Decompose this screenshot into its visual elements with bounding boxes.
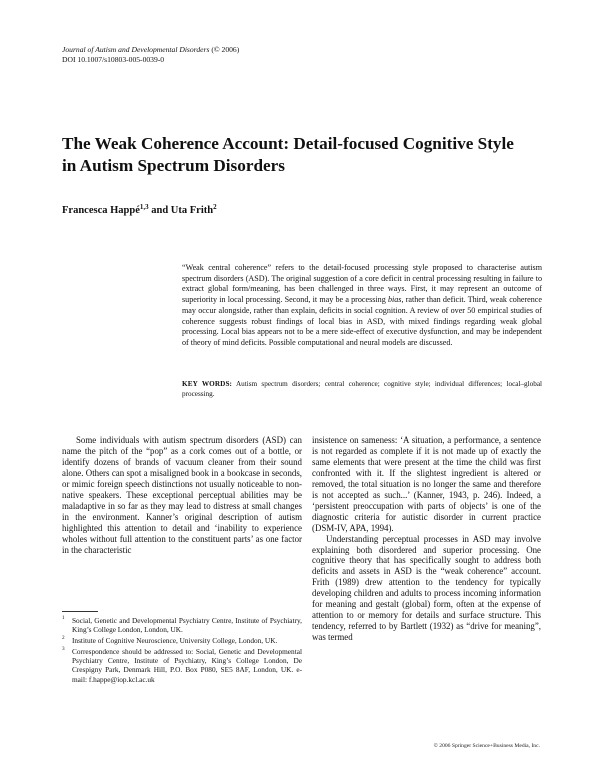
journal-year: (© 2006) [211, 45, 240, 54]
footnote-number: 2 [62, 635, 65, 642]
body-paragraph: Understanding perceptual processes in ASD may involve explaining both disordered and superior processing. One cognitive theory that has specifically sought to address both deficits and assets in ASD is the “weak coherence” account. Frith (1989) drew attention to the tendency for typically developing children and adults to process incoming information for meaning and gestalt (global) form, often at the expense of attention to or memory for details and surface structure. This tendency, referred to by Bartlett (1932) as “drive for meaning”, was termed [312, 533, 541, 643]
footnote-divider [62, 611, 98, 612]
author-2: and Uta Frith [148, 205, 214, 216]
footnote-number: 1 [62, 615, 65, 621]
footnote [62, 616, 302, 635]
keywords [182, 379, 542, 399]
footnote [62, 647, 302, 684]
abstract-text-1: “Weak central coherence” refers to the detail-focused processing style proposed to characterise autism spectrum disorders (ASD). The original suggestion of a core deficit in central processing resulting in failure to extract global form/meaning, has been challenged in three ways. First, it may represent an outcome of superiority in local processing. Second, it may be a processing [182, 263, 542, 305]
body-column-right [312, 435, 541, 643]
journal-citation [62, 45, 239, 55]
journal-name: Journal of Autism and Developmental Disorders [62, 45, 210, 54]
footnote-text: Institute of Cognitive Neuroscience, University College, London, UK. [72, 636, 278, 646]
abstract-emphasis: bias [387, 295, 402, 305]
title-line-1: The Weak Coherence Account: Detail-focused Cognitive Style [62, 134, 514, 153]
footnote-text: Correspondence should be addressed to: Social, Genetic and Developmental Psychiatry Centre, Institute of Psychiatry, King’s College London, De Crespigny Park, Denmark Hill, P.O. Box P080, SE5 8AF, London, UK. e-mail: f.happe@iop.kcl.ac.uk [72, 646, 302, 684]
abstract-text-2: , rather than deficit. Third, weak coherence may occur alongside, rather than explain, deficits in social cognition. A review of over 50 empirical studies of coherence suggests robust findings of local bias in ASD, with mixed findings regarding weak global processing. Local bias appears not to be a mere side-effect of executive dysfunction, and may be independent of theory of mind deficits. Possible computational and neural models are discussed. [182, 295, 542, 347]
abstract [182, 263, 542, 349]
doi: DOI 10.1007/s10803-005-0039-0 [62, 55, 165, 64]
keywords-text: Autism spectrum disorders; central coherence; cognitive style; individual differences; local–global processing. [182, 380, 543, 398]
article-title [62, 133, 562, 177]
body-paragraph: Some individuals with autism spectrum disorders (ASD) can name the pitch of the “pop” as a cork comes out of a bottle, or identify dozens of brands of vacuum cleaner from their sound alone. Others can spot a misaligned book in a bookcase in seconds, or mimic foreign speech distinctions not usually noticeable to non-native speakers. These exceptional perceptual abilities may be maladaptive in so far as they may lead to distress at small changes in the environment. Kanner’s original description of autism highlighted this attention to detail and ‘inability to experience wholes without full attention to the constituent parts’ as one factor in the characteristic [62, 435, 302, 555]
footnote [62, 636, 302, 645]
author-2-affiliation: 2 [213, 203, 217, 211]
footnote-number: 3 [62, 645, 65, 652]
author-1-affiliation: 1,3 [139, 203, 149, 211]
journal-header [62, 45, 239, 65]
body-paragraph: insistence on sameness: ‘A situation, a performance, a sentence is not regarded as complete if it is not made up of exactly the same elements that were present at the time the child was first confronted with it. If the slightest ingredient is altered or removed, the total situation is no longer the same and therefore is not accepted as such...’ (Kanner, 1943, p. 246). Indeed, a ‘persistent preoccupation with parts of objects’ is one of the diagnostic criteria for autistic disorder in current practice (DSM-IV, APA, 1994). [312, 435, 541, 533]
copyright: © 2006 Springer Science+Business Media, Inc. [433, 743, 540, 749]
author-1: Francesca Happé [62, 205, 140, 216]
keywords-label: KEY WORDS: [182, 380, 233, 388]
authors [62, 203, 217, 216]
body-column-left [62, 435, 302, 555]
footnotes [62, 616, 302, 686]
footnote-text: Social, Genetic and Developmental Psychiatry Centre, Institute of Psychiatry, King’s College London, London, UK. [72, 616, 302, 635]
title-line-2: in Autism Spectrum Disorders [62, 156, 285, 175]
